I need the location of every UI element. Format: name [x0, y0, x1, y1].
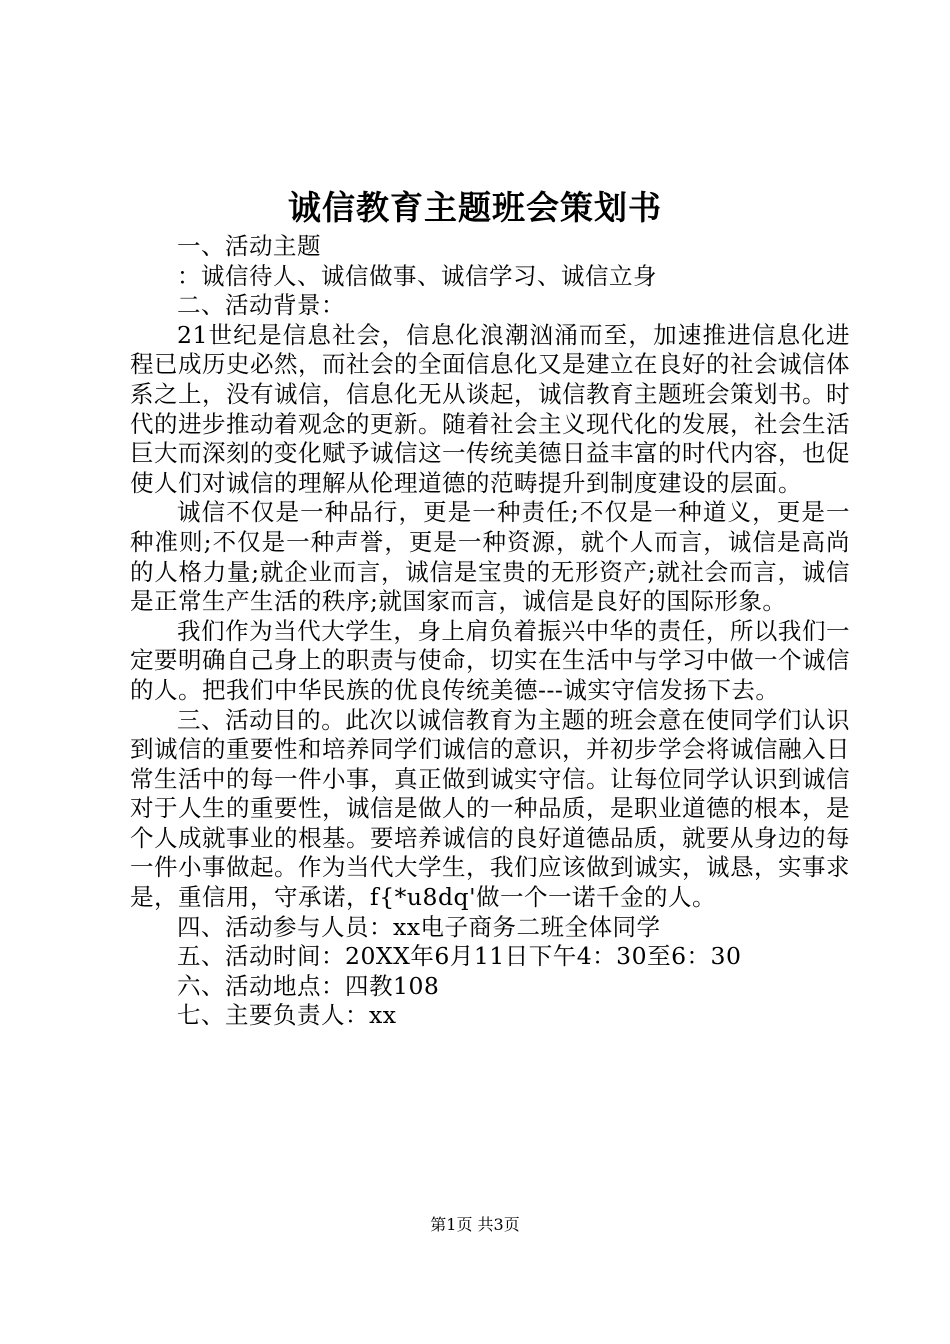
document-body: [130, 232, 850, 1031]
purpose-paragraph: 三、活动目的。此次以诚信教育为主题的班会意在使同学们认识到诚信的重要性和培养同学们诚信的意识，并初步学会将诚信融入日常生活中的每一件小事，真正做到诚实守信。让每位同学认识到诚信对于人生的重要性，诚信是做人的一种品质，是职业道德的根本，是个人成就事业的根基。要培养诚信的良好道德品质，就要从身边的每一件小事做起。作为当代大学生，我们应该做到诚实，诚恳，实事求是，重信用，守承诺，f{*u8dq'做一个一诺千金的人。: [130, 705, 850, 912]
location-line: 六、活动地点：四教108: [177, 971, 440, 1000]
page-footer: 第1页 共3页: [430, 1215, 520, 1234]
background-paragraph-3: 我们作为当代大学生，身上肩负着振兴中华的责任，所以我们一定要明确自己身上的职责与使命，切实在生活中与学习中做一个诚信的人。把我们中华民族的优良传统美德---诚实守信发扬下去。: [130, 616, 850, 704]
participants-line: 四、活动参与人员：xx电子商务二班全体同学: [177, 912, 661, 941]
theme-content: ：诚信待人、诚信做事、诚信学习、诚信立身: [177, 261, 657, 290]
background-paragraph-2: 诚信不仅是一种品行，更是一种责任;不仅是一种道义，更是一种准则;不仅是一种声誉，更是一种资源，就个人而言，诚信是高尚的人格力量;就企业而言，诚信是宝贵的无形资产;就社会而言，诚信是正常生产生活的秩序;就国家而言，诚信是良好的国际形象。: [130, 498, 850, 616]
time-line: 五、活动时间：20XX年6月11日下午4：30至6：30: [177, 942, 742, 971]
section-heading-theme: 一、活动主题: [177, 232, 321, 260]
background-paragraph-1: 21世纪是信息社会，信息化浪潮汹涌而至，加速推进信息化进程已成历史必然，而社会的全面信息化又是建立在良好的社会诚信体系之上，没有诚信，信息化无从谈起，诚信教育主题班会策划书。时代的进步推动着观念的更新。随着社会主义现代化的发展，社会生活巨大而深刻的变化赋予诚信这一传统美德日益丰富的时代内容，也促使人们对诚信的理解从伦理道德的范畴提升到制度建设的层面。: [130, 320, 850, 497]
document-title: 诚信教育主题班会策划书: [288, 188, 662, 227]
leader-line: 七、主要负责人：xx: [177, 1001, 397, 1030]
section-heading-background: 二、活动背景：: [177, 291, 345, 320]
